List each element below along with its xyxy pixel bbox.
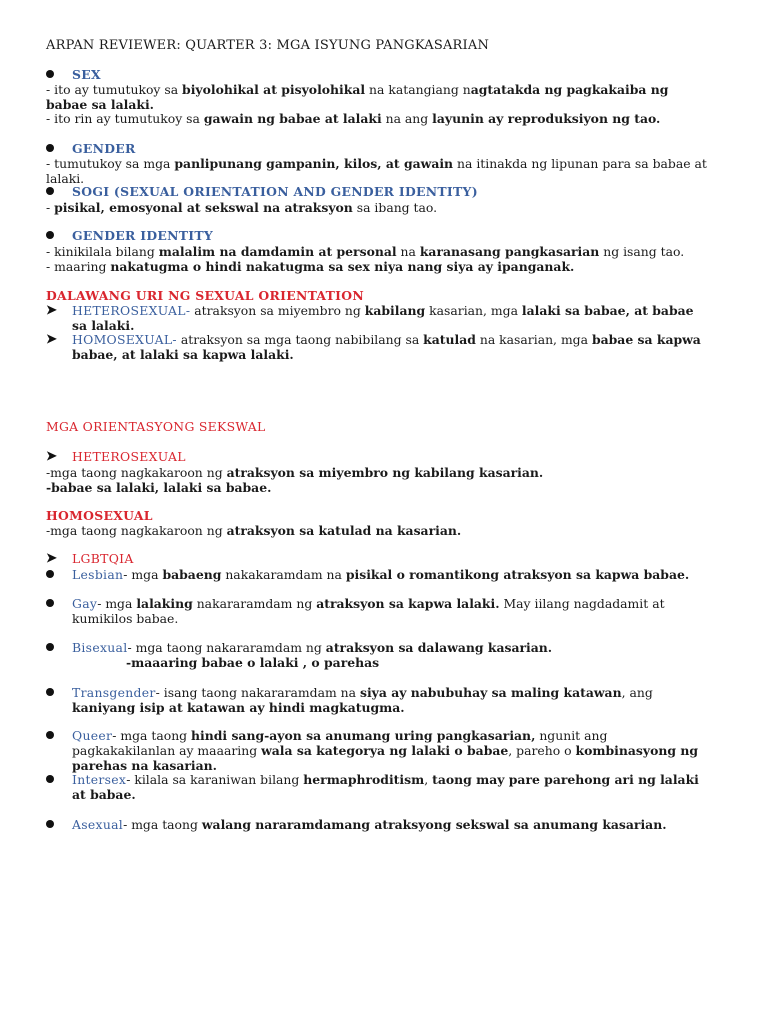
text-run: May iilang nagdadamit at kumikilos babae. [72, 596, 665, 626]
term-label: Queer [72, 728, 113, 743]
arrowhead-bullet-icon: ➤ [46, 449, 57, 464]
term-label: LGBTQIA [72, 551, 134, 566]
text-run: na ang [381, 111, 433, 126]
arrowhead-bullet-icon: ➤ [46, 303, 57, 318]
bold-run: atraksyon sa miyembro ng kabilang kasarian. [226, 465, 544, 480]
lgbtqia-lesbian [46, 567, 710, 582]
bold-run: wala sa kategorya ng lalaki o babae [261, 743, 509, 758]
text-run: ng isang tao. [599, 244, 685, 259]
text-run: ngunit ang pagkakakilanlan ay maaaring [72, 728, 608, 758]
orientasyon-heterosexual-heading [46, 449, 710, 464]
bold-run: atraksyon sa katulad na kasarian. [226, 523, 462, 538]
section-orientasyon-heading: MGA ORIENTASYONG SEKSWAL [46, 419, 266, 434]
sex-definition-1 [46, 82, 710, 112]
bold-run: lalaki sa babae, at babae sa lalaki. [72, 303, 694, 333]
text-run: - kinikilala bilang [46, 244, 159, 259]
orientasyon-homosexual-heading: HOMOSEXUAL [46, 508, 153, 523]
text-run: - kilala sa karaniwan bilang [126, 772, 304, 787]
gender-identity-definition-1 [46, 244, 710, 259]
lgbtqia-intersex [46, 772, 710, 802]
text-run: atraksyon sa miyembro ng [190, 303, 365, 318]
term-label: Transgender [72, 685, 156, 700]
text-run: na kasarian, mga [475, 332, 592, 347]
text-run: , pareho o [508, 743, 576, 758]
section-gender-identity-heading [46, 228, 710, 243]
text-run: atraksyon sa mga taong nabibilang sa [176, 332, 424, 347]
text-run: - mga taong [123, 817, 202, 832]
bisexual-line-2: -maaaring babae o lalaki , o parehas [126, 655, 380, 670]
bullet-icon [46, 144, 54, 152]
orientasyon-homosexual-line-1 [46, 523, 710, 538]
term-label: Gay [72, 596, 98, 611]
text-run: nakakaramdam na [221, 567, 346, 582]
dalawang-uri-homosexual [46, 332, 710, 362]
lgbtqia-asexual [46, 817, 710, 832]
term-label: Asexual [72, 817, 124, 832]
bold-run: kabilang [364, 303, 426, 318]
bold-run: atraksyon sa kapwa lalaki. [316, 596, 500, 611]
section-sogi-heading [46, 184, 710, 199]
orientasyon-heterosexual-line-2: -babae sa lalaki, lalaki sa babae. [46, 480, 272, 495]
section-sex-heading [46, 67, 710, 82]
text-run: nakararamdam ng [192, 596, 317, 611]
heading-text: SEX [72, 67, 101, 82]
bold-run: babaeng [162, 567, 222, 582]
text-run: - ito ay tumutukoy sa [46, 82, 183, 97]
bold-run: pisikal o romantikong atraksyon sa kapwa babae. [345, 567, 690, 582]
orientasyon-heterosexual-line-1 [46, 465, 710, 480]
text-run: , ang [621, 685, 653, 700]
text-run: na [396, 244, 420, 259]
text-run: na itinakda ng lipunan para sa babae at lalaki. [46, 156, 707, 186]
text-run: , [424, 772, 433, 787]
term-label: HETEROSEXUAL [72, 449, 186, 464]
text-run: -mga taong nagkakaroon ng [46, 523, 227, 538]
text-run: - mga [123, 567, 163, 582]
bold-run: taong may pare parehong ari ng lalaki at babae. [72, 772, 699, 802]
dalawang-uri-heterosexual [46, 303, 710, 333]
heading-text: SOGI (SEXUAL ORIENTATION AND GENDER IDENTITY) [72, 184, 478, 199]
text-run: - isang taong nakararamdam na [155, 685, 360, 700]
text-run: na katangiang n [365, 82, 471, 97]
bold-run: panlipunang gampanin, kilos, at gawain [174, 156, 454, 171]
sex-definition-2 [46, 111, 710, 126]
bullet-icon [46, 599, 54, 607]
bold-run: pisikal, emosyonal at sekswal na atraksyon [54, 200, 353, 215]
bold-run: lalaking [136, 596, 193, 611]
bullet-icon [46, 187, 54, 195]
text-run: -mga taong nagkakaroon ng [46, 465, 227, 480]
bullet-icon [46, 731, 54, 739]
bold-run: katulad [423, 332, 476, 347]
text-run: sa ibang tao. [352, 200, 438, 215]
bold-run: babae sa kapwa babae, at lalaki sa kapwa lalaki. [72, 332, 701, 362]
term-label: HETEROSEXUAL- [72, 303, 191, 318]
bold-run: malalim na damdamin at personal [158, 244, 397, 259]
bold-run: hermaphroditism [303, 772, 425, 787]
bold-run: atraksyon sa dalawang kasarian. [325, 640, 553, 655]
lgbtqia-transgender [46, 685, 710, 715]
bullet-icon [46, 688, 54, 696]
bold-run: kombinasyong ng parehas na kasarian. [72, 743, 698, 773]
text-run: - ito rin ay tumutukoy sa [46, 111, 204, 126]
arrowhead-bullet-icon: ➤ [46, 551, 57, 566]
lgbtqia-heading [46, 551, 710, 566]
heading-text: GENDER IDENTITY [72, 228, 214, 243]
term-label: HOMOSEXUAL- [72, 332, 177, 347]
text-run: - mga taong nakararamdam ng [127, 640, 326, 655]
bullet-icon [46, 570, 54, 578]
term-label: Bisexual [72, 640, 128, 655]
bold-run: biyolohikal at pisyolohikal [182, 82, 366, 97]
document-title: ARPAN REVIEWER: QUARTER 3: MGA ISYUNG PANGKASARIAN [46, 38, 490, 53]
bold-run: gawain ng babae at lalaki [203, 111, 382, 126]
bold-run: layunin ay reproduksiyon ng tao. [432, 111, 661, 126]
text-run: kasarian, mga [425, 303, 522, 318]
lgbtqia-bisexual [46, 640, 710, 655]
bullet-icon [46, 231, 54, 239]
bullet-icon [46, 70, 54, 78]
bold-run: walang nararamdamang atraksyong sekswal sa anumang kasarian. [201, 817, 667, 832]
lgbtqia-queer [46, 728, 710, 773]
gender-definition [46, 156, 710, 186]
term-label: Intersex [72, 772, 127, 787]
bold-run: siya ay nabubuhay sa maling katawan [359, 685, 622, 700]
text-run: - tumutukoy sa mga [46, 156, 175, 171]
sogi-definition [46, 200, 710, 215]
bullet-icon [46, 643, 54, 651]
heading-text: GENDER [72, 141, 136, 156]
bold-run: agtatakda ng pagkakaiba ng babae sa lalaki. [46, 82, 669, 112]
section-gender-heading [46, 141, 710, 156]
text-run: - [46, 200, 55, 215]
bold-run: kaniyang isip at katawan ay hindi magkatugma. [72, 700, 405, 715]
text-run: - mga [97, 596, 137, 611]
arrowhead-bullet-icon: ➤ [46, 332, 57, 347]
text-run: - maaring [46, 259, 111, 274]
gender-identity-definition-2 [46, 259, 710, 274]
lgbtqia-gay [46, 596, 710, 626]
bold-run: karanasang pangkasarian [419, 244, 600, 259]
bullet-icon [46, 775, 54, 783]
text-run: - mga taong [112, 728, 192, 743]
term-label: Lesbian [72, 567, 124, 582]
section-dalawang-uri-heading: DALAWANG URI NG SEXUAL ORIENTATION [46, 288, 364, 303]
bold-run: nakatugma o hindi nakatugma sa sex niya nang siya ay ipanganak. [110, 259, 575, 274]
bullet-icon [46, 820, 54, 828]
bold-run: hindi sang-ayon sa anumang uring pangkasarian, [191, 728, 536, 743]
